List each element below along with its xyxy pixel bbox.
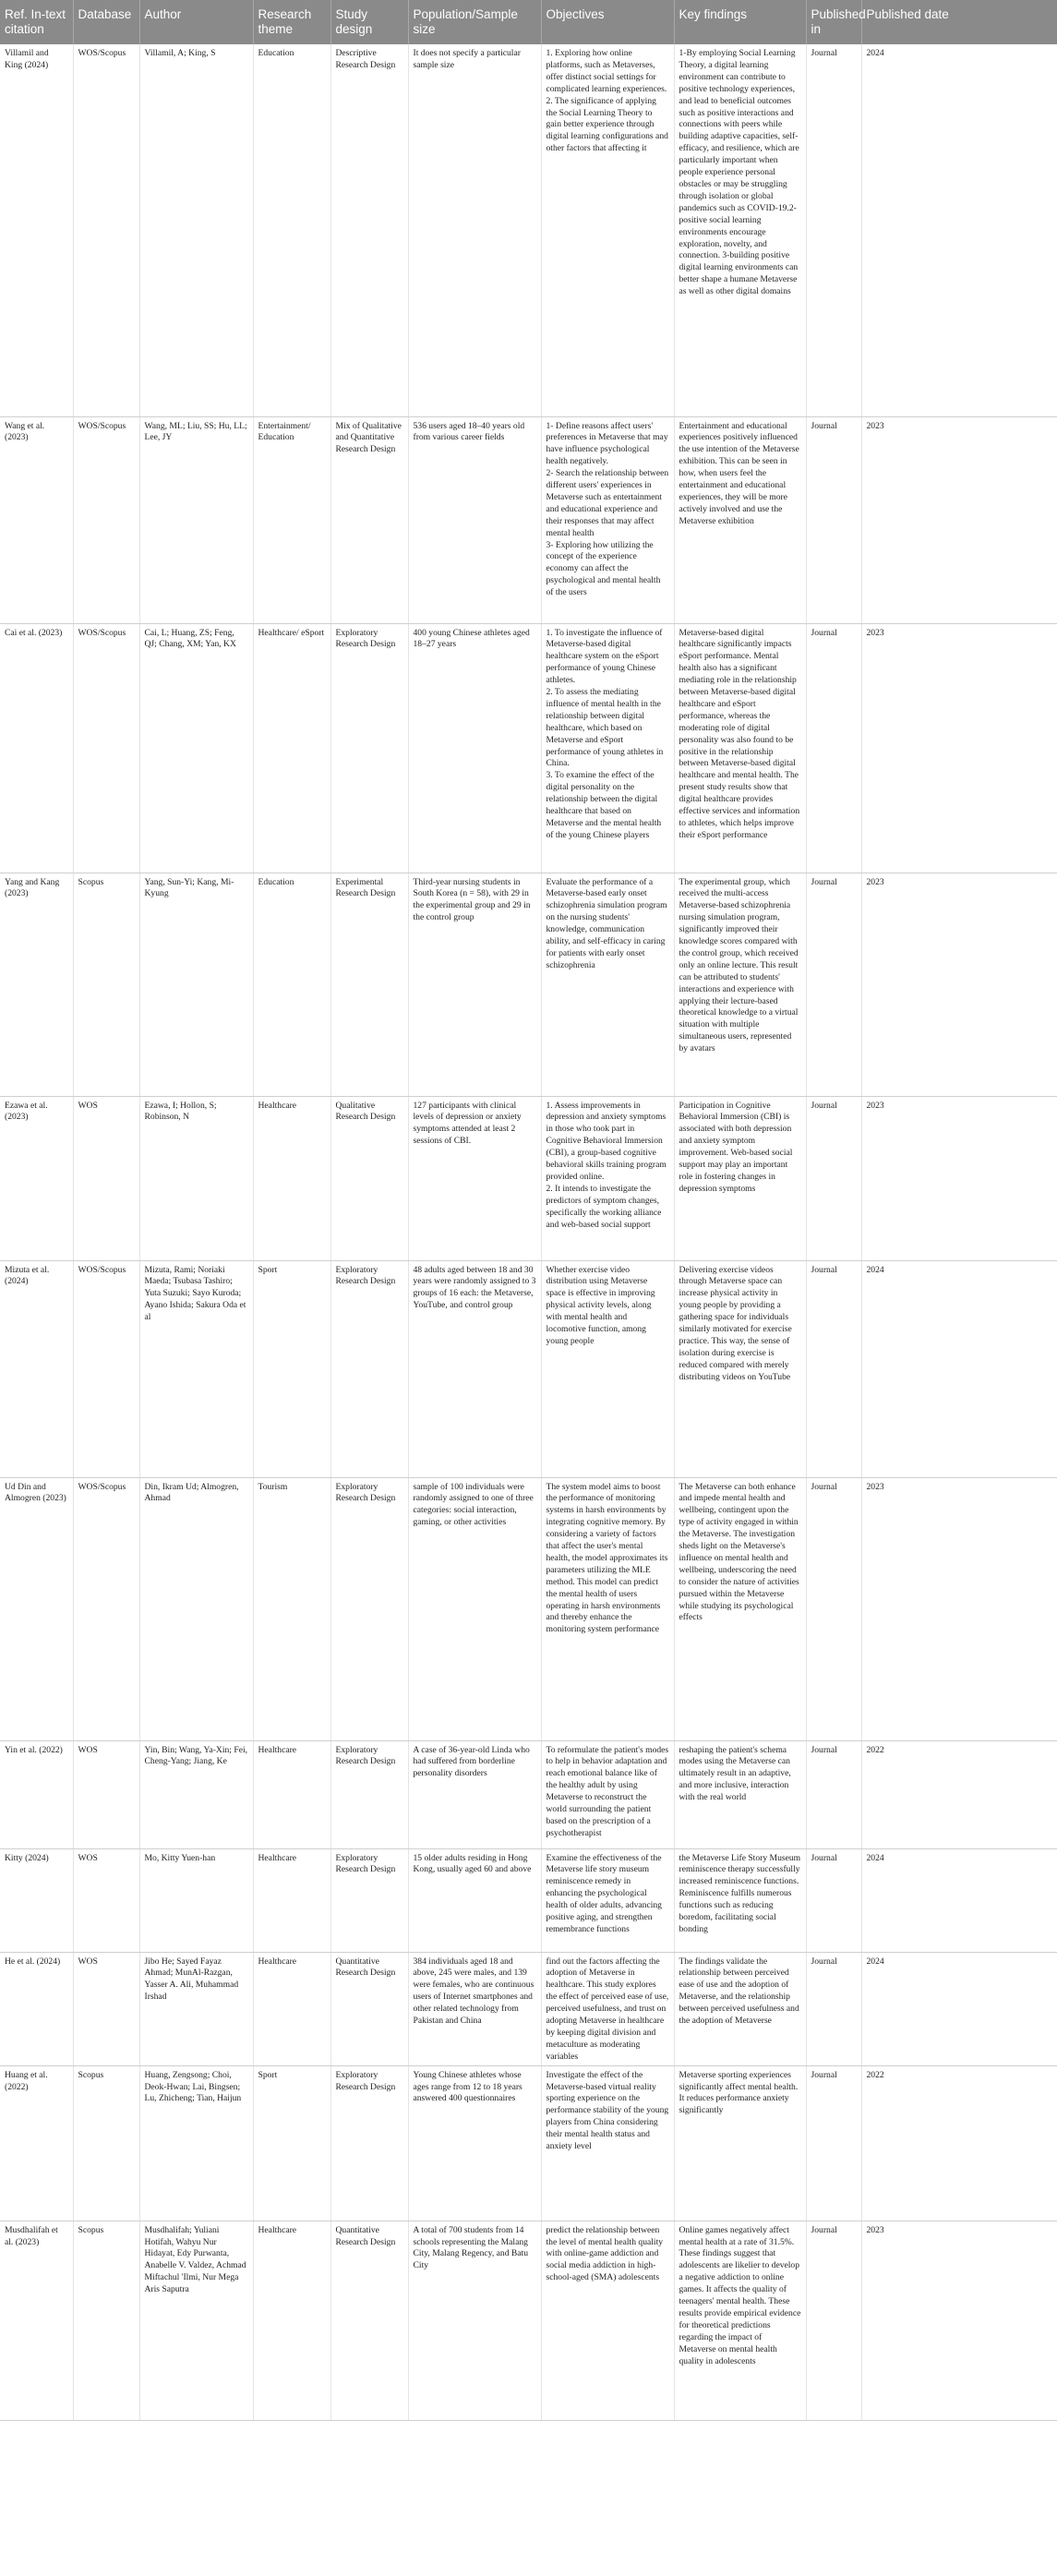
table-row: [0, 1096, 1057, 1260]
cell-population: 536 users aged 18–40 years old from various career fields: [408, 416, 541, 623]
cell-objectives: find out the factors affecting the adoption of Metaverse in healthcare. This study explores the effect of perceived ease of use, perceived usefulness, and trust on adopting Metaverse in healthcare by keeping digital division and metaculture as moderating variables: [541, 1952, 674, 2065]
cell-design: Quantitative Research Design: [330, 2221, 408, 2420]
cell-date: 2024: [861, 1952, 1057, 2065]
cell-ref: Mizuta et al. (2024): [0, 1260, 73, 1477]
cell-population: A case of 36-year-old Linda who had suffered from borderline personality disorders: [408, 1740, 541, 1848]
cell-ref: Kitty (2024): [0, 1848, 73, 1952]
cell-database: Scopus: [73, 2221, 139, 2420]
cell-published-in: Journal: [806, 623, 861, 873]
cell-author: Wang, ML; Liu, SS; Hu, LL; Lee, JY: [139, 416, 253, 623]
cell-published-in: Journal: [806, 2221, 861, 2420]
header-published-in: Published in: [806, 0, 861, 44]
cell-database: Scopus: [73, 2065, 139, 2221]
cell-ref: Huang et al. (2022): [0, 2065, 73, 2221]
cell-author: Yang, Sun-Yi; Kang, Mi-Kyung: [139, 873, 253, 1096]
cell-theme: Entertainment/ Education: [253, 416, 330, 623]
header-theme: Research theme: [253, 0, 330, 44]
cell-published-in: Journal: [806, 873, 861, 1096]
table-row: [0, 44, 1057, 416]
cell-date: 2023: [861, 623, 1057, 873]
table-row: [0, 1477, 1057, 1740]
cell-population: Third-year nursing students in South Korea (n = 58), with 29 in the experimental group and 29 in the control group: [408, 873, 541, 1096]
table-row: [0, 623, 1057, 873]
cell-author: Mizuta, Rami; Noriaki Maeda; Tsubasa Tashiro; Yuta Suzuki; Sayo Kuroda; Ayano Ishida; Sakura Oda et al: [139, 1260, 253, 1477]
cell-published-in: Journal: [806, 416, 861, 623]
cell-population: 15 older adults residing in Hong Kong, usually aged 60 and above: [408, 1848, 541, 1952]
cell-author: Ezawa, I; Hollon, S; Robinson, N: [139, 1096, 253, 1260]
cell-published-in: Journal: [806, 2065, 861, 2221]
cell-author: Jibo He; Sayed Fayaz Ahmad; MunAl-Razgan, Yasser A. Ali, Muhammad Irshad: [139, 1952, 253, 2065]
cell-database: WOS/Scopus: [73, 1477, 139, 1740]
cell-objectives: 1- Define reasons affect users' preferences in Metaverse that may have influence psychological health negatively. 2- Search the relationship between different users' experiences in Metaverse such as entertainment and educational experience and their responses that may affect mental health 3- Exploring how utilizing the concept of the experience economy can affect the psychological and mental health of the users: [541, 416, 674, 623]
table-row: [0, 2221, 1057, 2420]
cell-design: Qualitative Research Design: [330, 1096, 408, 1260]
cell-design: Mix of Qualitative and Quantitative Research Design: [330, 416, 408, 623]
cell-published-in: Journal: [806, 1740, 861, 1848]
cell-theme: Healthcare: [253, 1740, 330, 1848]
cell-findings: 1-By employing Social Learning Theory, a digital learning environment can contribute to positive technology experiences, and lead to beneficial outcomes such as positive interactions and connections with peers while building adaptive capacities, self-efficacy, and resilience, which are particularly important when people experience personal obstacles or may be struggling through isolation or global pandemics such as COVID-19.2- positive social learning environments encourage exploration, novelty, and connection. 3-building positive digital learning environments can better shape a humane Metaverse as well as other digital domains: [674, 44, 806, 416]
cell-date: 2023: [861, 416, 1057, 623]
cell-published-in: Journal: [806, 1952, 861, 2065]
cell-ref: Wang et al. (2023): [0, 416, 73, 623]
cell-date: 2023: [861, 873, 1057, 1096]
cell-population: 400 young Chinese athletes aged 18–27 years: [408, 623, 541, 873]
cell-design: Exploratory Research Design: [330, 1740, 408, 1848]
cell-published-in: Journal: [806, 1096, 861, 1260]
cell-theme: Healthcare: [253, 1848, 330, 1952]
cell-author: Villamil, A; King, S: [139, 44, 253, 416]
cell-ref: He et al. (2024): [0, 1952, 73, 2065]
cell-findings: Entertainment and educational experiences positively influenced the use intention of the Metaverse exhibition. This can be seen in how, when users feel the entertainment and educational experiences, they will be more actively involved and use the Metaverse exhibition: [674, 416, 806, 623]
cell-design: Exploratory Research Design: [330, 1477, 408, 1740]
header-findings: Key findings: [674, 0, 806, 44]
cell-date: 2024: [861, 44, 1057, 416]
cell-author: Musdhalifah; Yuliani Hotifah, Wahyu Nur Hidayat, Edy Purwanta, Anabelle V. Valdez, Achmad Miftachul 'Ilmi, Nur Mega Aris Saputra: [139, 2221, 253, 2420]
cell-findings: Metaverse-based digital healthcare significantly impacts eSport performance. Mental health also has a significant mediating role in the relationship between Metaverse-based digital healthcare and eSport performance, whereas the moderating role of digital personality was also found to be positive in the relationship between Metaverse-based digital healthcare and mental health. The present study results show that digital healthcare provides effective services and information to athletes, which helps improve their eSport performance: [674, 623, 806, 873]
cell-population: It does not specify a particular sample size: [408, 44, 541, 416]
cell-findings: reshaping the patient's schema modes using the Metaverse can ultimately result in an adaptive, and more inclusive, interaction with the real world: [674, 1740, 806, 1848]
table-body: [0, 44, 1057, 2420]
cell-findings: Metaverse sporting experiences significantly affect mental health. It reduces performance anxiety significantly: [674, 2065, 806, 2221]
header-author: Author: [139, 0, 253, 44]
cell-theme: Tourism: [253, 1477, 330, 1740]
cell-author: Mo, Kitty Yuen-han: [139, 1848, 253, 1952]
cell-author: Cai, L; Huang, ZS; Feng, QJ; Chang, XM; Yan, KX: [139, 623, 253, 873]
table-row: [0, 1740, 1057, 1848]
cell-ref: Cai et al. (2023): [0, 623, 73, 873]
cell-objectives: 1. Exploring how online platforms, such as Metaverses, offer distinct social settings for complicated learning experiences. 2. The significance of applying the Social Learning Theory to gain better experience through digital learning configurations and other factors that affecting it: [541, 44, 674, 416]
cell-theme: Healthcare: [253, 1952, 330, 2065]
cell-objectives: 1. To investigate the influence of Metaverse-based digital healthcare system on the eSport performance of young Chinese athletes. 2. To assess the mediating influence of mental health in the relationship between digital healthcare, which based on Metaverse and eSport performance of young athletes in China. 3. To examine the effect of the digital personality on the relationship between the digital healthcare that based on Metaverse and the mental health of the young Chinese players: [541, 623, 674, 873]
cell-objectives: 1. Assess improvements in depression and anxiety symptoms in those who took part in Cognitive Behavioral Immersion (CBI), a group-based cognitive behavioral skills training program provided online. 2. It intends to investigate the predictors of symptom changes, specifically the working alliance and web-based social support: [541, 1096, 674, 1260]
cell-theme: Healthcare: [253, 2221, 330, 2420]
cell-ref: Musdhalifah et al. (2023): [0, 2221, 73, 2420]
cell-published-in: Journal: [806, 1260, 861, 1477]
cell-date: 2023: [861, 2221, 1057, 2420]
cell-population: 48 adults aged between 18 and 30 years were randomly assigned to 3 groups of 16 each: the Metaverse, YouTube, and control group: [408, 1260, 541, 1477]
cell-date: 2023: [861, 1096, 1057, 1260]
cell-published-in: Journal: [806, 1477, 861, 1740]
cell-population: Young Chinese athletes whose ages range from 12 to 18 years answered 400 questionnaires: [408, 2065, 541, 2221]
cell-findings: the Metaverse Life Story Museum reminiscence therapy successfully increased reminiscence functions. Reminiscence fulfills numerous functions such as reducing boredom, facilitating social bonding: [674, 1848, 806, 1952]
cell-findings: The findings validate the relationship between perceived ease of use and the adoption of Metaverse, and the relationship between perceived usefulness and the adoption of Metaverse: [674, 1952, 806, 2065]
cell-population: 127 participants with clinical levels of depression or anxiety symptoms attended at least 2 sessions of CBI.: [408, 1096, 541, 1260]
cell-author: Din, Ikram Ud; Almogren, Ahmad: [139, 1477, 253, 1740]
cell-findings: The Metaverse can both enhance and impede mental health and wellbeing, contingent upon the type of activity engaged in within the Metaverse. The investigation sheds light on the Metaverse's influence on mental health and wellbeing, underscoring the need to consider the nature of activities pursued within the Metaverse while studying its psychological effects: [674, 1477, 806, 1740]
header-row: [0, 0, 1057, 44]
cell-date: 2024: [861, 1848, 1057, 1952]
cell-author: Yin, Bin; Wang, Ya-Xin; Fei, Cheng-Yang; Jiang, Ke: [139, 1740, 253, 1848]
header-design: Study design: [330, 0, 408, 44]
header-objectives: Objectives: [541, 0, 674, 44]
header-ref: Ref. In-text citation: [0, 0, 73, 44]
cell-theme: Sport: [253, 2065, 330, 2221]
cell-design: Exploratory Research Design: [330, 1260, 408, 1477]
cell-objectives: Examine the effectiveness of the Metaverse life story museum reminiscence remedy in enhancing the psychological health of older adults, advancing positive aging, and strengthen remembrance functions: [541, 1848, 674, 1952]
cell-ref: Ud Din and Almogren (2023): [0, 1477, 73, 1740]
cell-author: Huang, Zengsong; Choi, Deok-Hwan; Lai, Bingsen; Lu, Zhicheng; Tian, Haijun: [139, 2065, 253, 2221]
cell-findings: The experimental group, which received the multi-access Metaverse-based schizophrenia nursing simulation program, significantly improved their knowledge scores compared with the control group, which received only an online lecture. This result can be attributed to students' interactions and experience with applying their lecture-based theoretical knowledge to a virtual situation with multiple simultaneous users, represented by avatars: [674, 873, 806, 1096]
cell-theme: Healthcare: [253, 1096, 330, 1260]
table-row: [0, 2065, 1057, 2221]
cell-design: Experimental Research Design: [330, 873, 408, 1096]
header-date: Published date: [861, 0, 1057, 44]
cell-objectives: The system model aims to boost the performance of monitoring systems in harsh environments by integrating cognitive memory. By considering a variety of factors that affect the user's mental health, the model approximates its parameters utilizing the MLE method. This model can predict the mental health of users operating in harsh environments and thereby enhance the monitoring system performance: [541, 1477, 674, 1740]
cell-published-in: Journal: [806, 44, 861, 416]
header-population: Population/Sample size: [408, 0, 541, 44]
cell-database: WOS/Scopus: [73, 416, 139, 623]
cell-theme: Sport: [253, 1260, 330, 1477]
cell-ref: Yang and Kang (2023): [0, 873, 73, 1096]
cell-database: WOS: [73, 1848, 139, 1952]
cell-database: WOS/Scopus: [73, 1260, 139, 1477]
cell-ref: Yin et al. (2022): [0, 1740, 73, 1848]
cell-database: WOS: [73, 1096, 139, 1260]
cell-objectives: Whether exercise video distribution using Metaverse space is effective in improving physical activity levels, along with mental health and locomotive function, among young people: [541, 1260, 674, 1477]
cell-findings: Participation in Cognitive Behavioral Immersion (CBI) is associated with both depression and anxiety symptom improvement. Web-based social support may play an important role in fostering changes in depression symptoms: [674, 1096, 806, 1260]
cell-population: 384 individuals aged 18 and above, 245 were males, and 139 were females, who are continuous users of Internet smartphones and other related technology from Pakistan and China: [408, 1952, 541, 2065]
cell-design: Exploratory Research Design: [330, 2065, 408, 2221]
cell-population: A total of 700 students from 14 schools representing the Malang City, Malang Regency, and Batu City: [408, 2221, 541, 2420]
table-row: [0, 1260, 1057, 1477]
table-row: [0, 1848, 1057, 1952]
cell-design: Exploratory Research Design: [330, 1848, 408, 1952]
cell-population: sample of 100 individuals were randomly assigned to one of three categories: social interaction, gaming, or other activities: [408, 1477, 541, 1740]
cell-published-in: Journal: [806, 1848, 861, 1952]
cell-database: Scopus: [73, 873, 139, 1096]
cell-database: WOS/Scopus: [73, 623, 139, 873]
cell-findings: Online games negatively affect mental health at a rate of 31.5%. These findings suggest that adolescents are likelier to develop a negative addiction to online games. It affects the quality of teenagers' mental health. These results provide empirical evidence for theoretical predictions regarding the impact of Metaverse on mental health quality in adolescents: [674, 2221, 806, 2420]
cell-database: WOS: [73, 1740, 139, 1848]
cell-design: Quantitative Research Design: [330, 1952, 408, 2065]
cell-ref: Ezawa et al. (2023): [0, 1096, 73, 1260]
cell-date: 2022: [861, 2065, 1057, 2221]
cell-findings: Delivering exercise videos through Metaverse space can increase physical activity in young people by providing a gathering space for individuals similarly motivated for exercise practice. This way, the sense of isolation during exercise is reduced compared with merely distributing videos on YouTube: [674, 1260, 806, 1477]
cell-database: WOS: [73, 1952, 139, 2065]
cell-date: 2023: [861, 1477, 1057, 1740]
cell-objectives: To reformulate the patient's modes to help in behavior adaptation and reach emotional balance like of the healthy adult by using Metaverse to reconstruct the world surrounding the patient based on the prescription of a psychotherapist: [541, 1740, 674, 1848]
cell-theme: Education: [253, 44, 330, 416]
cell-date: 2022: [861, 1740, 1057, 1848]
cell-theme: Education: [253, 873, 330, 1096]
cell-objectives: Investigate the effect of the Metaverse-based virtual reality sporting experience on the performance stability of the young players from China considering their mental health status and anxiety level: [541, 2065, 674, 2221]
cell-ref: Villamil and King (2024): [0, 44, 73, 416]
cell-objectives: predict the relationship between the level of mental health quality with online-game addiction and social media addiction in high-school-aged (SMA) adolescents: [541, 2221, 674, 2420]
cell-objectives: Evaluate the performance of a Metaverse-based early onset schizophrenia simulation program on the nursing students' knowledge, communication ability, and self-efficacy in caring for patients with early onset schizophrenia: [541, 873, 674, 1096]
header-database: Database: [73, 0, 139, 44]
cell-database: WOS/Scopus: [73, 44, 139, 416]
table-row: [0, 416, 1057, 623]
cell-date: 2024: [861, 1260, 1057, 1477]
table-row: [0, 1952, 1057, 2065]
cell-design: Descriptive Research Design: [330, 44, 408, 416]
table-row: [0, 873, 1057, 1096]
cell-design: Exploratory Research Design: [330, 623, 408, 873]
cell-theme: Healthcare/ eSport: [253, 623, 330, 873]
